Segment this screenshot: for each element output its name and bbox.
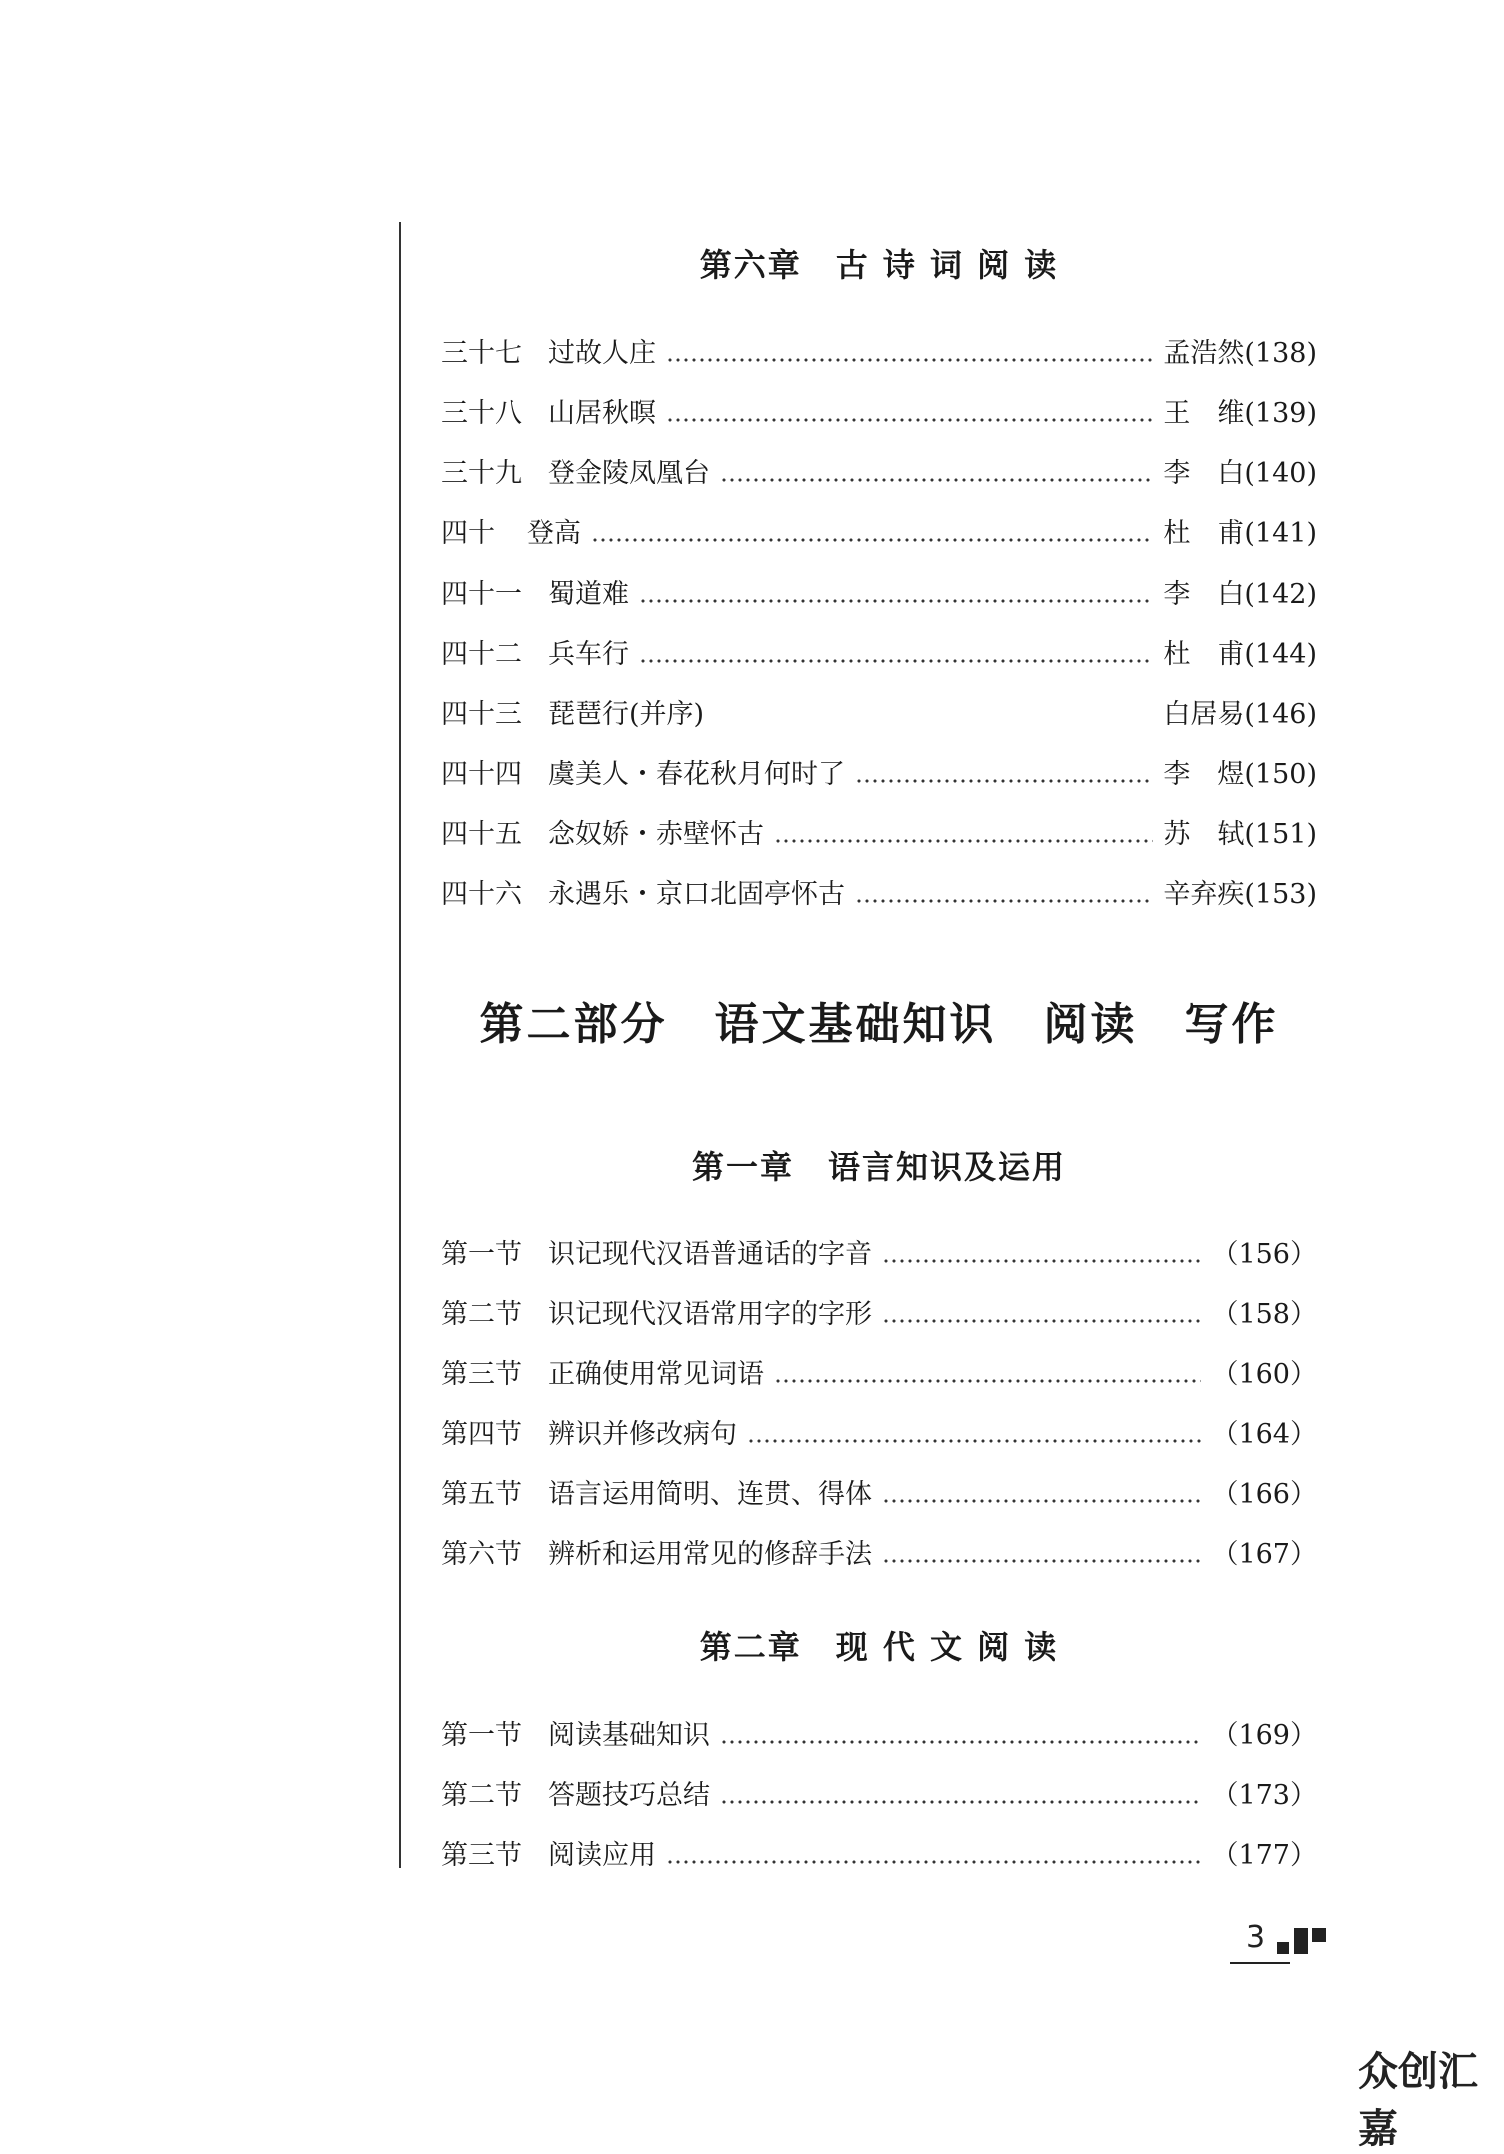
entry-page: (139) [1244, 398, 1317, 429]
entry-number: 四十四 [441, 759, 522, 790]
entry-title: 山居秋暝 [548, 398, 656, 429]
entry-page: （173） [1211, 1780, 1317, 1811]
page-number: 3 [1246, 1920, 1266, 1955]
entry-page: （166） [1211, 1479, 1317, 1510]
entry-page: (153) [1244, 879, 1317, 910]
entry-page: (146) [1244, 699, 1317, 730]
entry-number: 四十一 [441, 579, 522, 610]
entry-title: 过故人庄 [548, 338, 656, 369]
entry-number: 四十 [441, 518, 495, 549]
part2-title: 第二部分 语文基础知识 阅读 写作 [479, 999, 1279, 1050]
toc-entry[interactable] [441, 573, 1317, 617]
dot-leader [882, 1233, 1201, 1277]
toc-entry[interactable] [441, 332, 1317, 376]
decor-square [1294, 1928, 1308, 1954]
page-number-underline [1230, 1962, 1290, 1964]
toc-entry[interactable] [441, 392, 1317, 436]
entry-number: 第三节 [441, 1840, 522, 1871]
entry-title: 阅读应用 [548, 1840, 656, 1871]
chapter2-title: 第二章 现 代 文 阅 读 [699, 1628, 1059, 1666]
entry-page: (150) [1244, 759, 1317, 790]
entry-author: 白居易 [1163, 699, 1245, 730]
entry-author: 李 煜 [1163, 759, 1245, 790]
dot-leader [774, 1353, 1201, 1397]
entry-title: 语言运用简明、连贯、得体 [548, 1479, 872, 1510]
entry-page: （167） [1211, 1539, 1317, 1570]
entry-author: 辛弃疾 [1163, 879, 1245, 910]
toc-entry[interactable] [441, 873, 1317, 917]
entry-number: 第二节 [441, 1299, 522, 1330]
entry-title: 虞美人・春花秋月何时了 [548, 759, 845, 790]
entry-author: 杜 甫 [1163, 639, 1245, 670]
entry-title: 辨识并修改病句 [548, 1419, 737, 1450]
toc-entry[interactable] [441, 1293, 1317, 1337]
entry-page: （164） [1211, 1419, 1317, 1450]
entry-page: （177） [1211, 1840, 1317, 1871]
entry-author: 孟浩然 [1163, 338, 1245, 369]
dot-leader [747, 1413, 1201, 1457]
entry-number: 三十九 [441, 458, 522, 489]
entry-author: 苏 轼 [1163, 819, 1245, 850]
toc-entry[interactable] [441, 753, 1317, 797]
toc-entry[interactable] [441, 1413, 1317, 1457]
entry-number: 四十五 [441, 819, 522, 850]
dot-leader [855, 873, 1153, 917]
entry-title: 识记现代汉语常用字的字形 [548, 1299, 872, 1330]
entry-number: 第五节 [441, 1479, 522, 1510]
dot-leader [591, 512, 1153, 556]
toc-entry[interactable] [441, 1834, 1317, 1878]
entry-page: (142) [1244, 579, 1317, 610]
chapter1-title: 第一章 语言知识及运用 [691, 1148, 1066, 1186]
decor-square [1312, 1928, 1326, 1942]
dot-leader [720, 1714, 1201, 1758]
entry-title: 阅读基础知识 [548, 1720, 710, 1751]
toc-entry[interactable] [441, 452, 1317, 496]
dot-leader [720, 452, 1153, 496]
dot-leader [639, 573, 1153, 617]
entry-title: 蜀道难 [548, 579, 629, 610]
entry-number: 三十八 [441, 398, 522, 429]
entry-page: (151) [1244, 819, 1317, 850]
entry-page: （169） [1211, 1720, 1317, 1751]
entry-number: 三十七 [441, 338, 522, 369]
entry-number: 第四节 [441, 1419, 522, 1450]
entry-author: 李 白 [1163, 579, 1245, 610]
toc-entry[interactable] [441, 1774, 1317, 1818]
dot-leader [774, 813, 1153, 857]
toc-entry[interactable] [441, 1473, 1317, 1517]
margin-rule [399, 222, 401, 1868]
entry-number: 四十六 [441, 879, 522, 910]
entry-title: 答题技巧总结 [548, 1780, 710, 1811]
entry-page: (140) [1244, 458, 1317, 489]
entry-number: 第二节 [441, 1780, 522, 1811]
toc-entry[interactable] [441, 1353, 1317, 1397]
entry-page: (141) [1244, 518, 1317, 549]
entry-number: 四十三 [441, 699, 522, 730]
entry-number: 第一节 [441, 1720, 522, 1751]
entry-author: 王 维 [1163, 398, 1245, 429]
entry-page: （156） [1211, 1239, 1317, 1270]
decor-square [1277, 1942, 1289, 1954]
watermark: 众创汇嘉 [1358, 2049, 1478, 2152]
dot-leader [639, 633, 1153, 677]
entry-title: 永遇乐・京口北固亭怀古 [548, 879, 845, 910]
entry-number: 第一节 [441, 1239, 522, 1270]
entry-title: 念奴娇・赤壁怀古 [548, 819, 764, 850]
entry-title: 兵车行 [548, 639, 629, 670]
toc-entry[interactable] [441, 693, 1317, 737]
toc-entry[interactable] [441, 512, 1317, 556]
entry-page: (138) [1244, 338, 1317, 369]
toc-entry[interactable] [441, 1533, 1317, 1577]
dot-leader [855, 753, 1153, 797]
entry-number: 四十二 [441, 639, 522, 670]
entry-number: 第三节 [441, 1359, 522, 1390]
entry-number: 第六节 [441, 1539, 522, 1570]
dot-leader [666, 392, 1153, 436]
dot-leader [720, 1774, 1201, 1818]
dot-leader [882, 1533, 1201, 1577]
chapter6-title: 第六章 古 诗 词 阅 读 [699, 246, 1059, 284]
entry-title: 识记现代汉语普通话的字音 [548, 1239, 872, 1270]
dot-leader [882, 1293, 1201, 1337]
entry-page: （160） [1211, 1359, 1317, 1390]
entry-title: 琵琶行(并序) [548, 699, 705, 730]
toc-entry[interactable] [441, 1714, 1317, 1758]
entry-title: 正确使用常见词语 [548, 1359, 764, 1390]
entry-title: 登金陵凤凰台 [548, 458, 710, 489]
entry-author: 杜 甫 [1163, 518, 1245, 549]
entry-title: 辨析和运用常见的修辞手法 [548, 1539, 872, 1570]
entry-author: 李 白 [1163, 458, 1245, 489]
toc-entry[interactable] [441, 1233, 1317, 1277]
entry-page: (144) [1244, 639, 1317, 670]
toc-entry[interactable] [441, 813, 1317, 857]
entry-page: （158） [1211, 1299, 1317, 1330]
dot-leader [666, 1834, 1201, 1878]
dot-leader [882, 1473, 1201, 1517]
toc-entry[interactable] [441, 633, 1317, 677]
entry-title: 登高 [527, 518, 581, 549]
dot-leader [666, 332, 1153, 376]
